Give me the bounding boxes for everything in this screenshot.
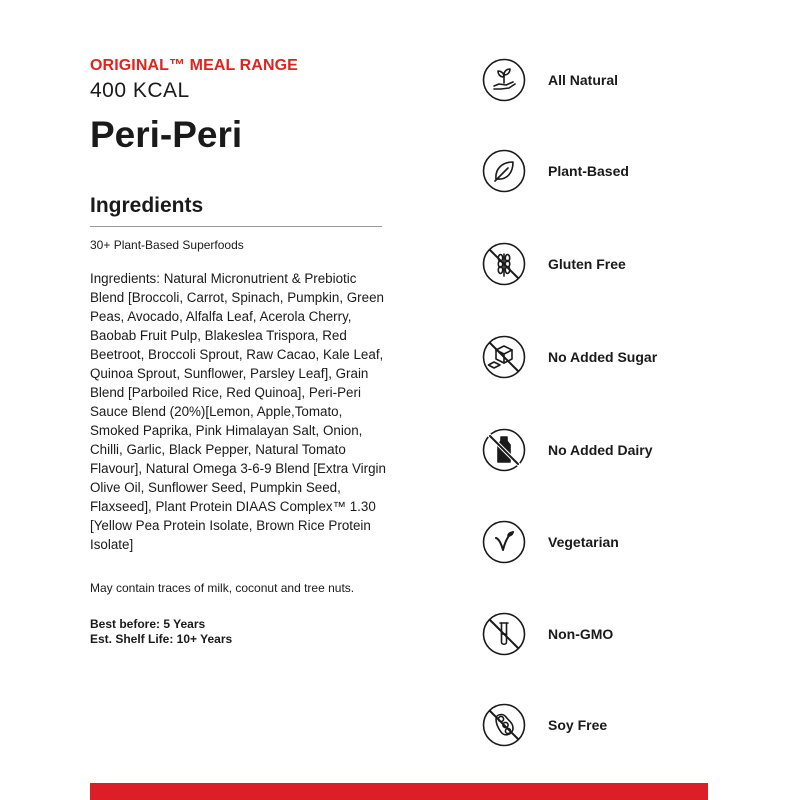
footer-color-bar [90,783,708,800]
feature-vegetarian [480,517,780,567]
ingredients-text: Ingredients: Natural Micronutrient & Prebiotic Blend [Broccoli, Carrot, Spinach, Pumpkin, Green Peas, Avocado, Alfalfa Leaf, Acerola Cherry, Baobab Fruit Pulp, Blakeslea Trispora, Red Beetroot, Broccoli Sprout, Raw Cacao, Kale Leaf, Quinoa Sprout, Sunflower, Parsley Leaf], Grain Blend [Parboiled Rice, Red Quinoa], Peri-Peri Sauce Blend (20%)[Lemon, Apple,Tomato, Smoked Paprika, Pink Himalayan Salt, Onion, Chilli, Garlic, Black Pepper, Natural Tomato Flavour], Natural Omega 3-6-9 Blend [Extra Virgin Olive Oil, Sunflower Seed, Pumpkin Seed, Flaxseed], Plant Protein DIAAS Complex™ 1.30 [Yellow Pea Protein Isolate, Brown Rice Protein Isolate] [90,271,386,552]
feature-label: Vegetarian [548,534,619,550]
feature-non-gmo [480,609,780,659]
hand-plant-icon [482,58,526,102]
ingredients-heading: Ingredients [90,194,382,227]
shelf-life: Est. Shelf Life: 10+ Years [90,632,233,646]
feature-no-added-dairy [480,425,780,475]
wheat-crossed-icon [482,242,526,286]
sugar-cube-crossed-icon [482,335,526,379]
test-tube-crossed-icon [482,612,526,656]
soybean-crossed-icon [482,703,526,747]
feature-plant-based [480,146,780,196]
shelf-info [90,617,390,647]
feature-label: Gluten Free [548,256,626,272]
leaf-icon [482,149,526,193]
feature-label: No Added Dairy [548,442,653,458]
feature-label: Soy Free [548,717,608,733]
feature-label: All Natural [548,72,619,88]
feature-label: Plant-Based [548,163,629,179]
product-title: Peri-Peri [90,114,243,155]
feature-soy-free [480,700,780,750]
superfoods-subheading: 30+ Plant-Based Superfoods [90,238,244,252]
meal-range-label: ORIGINAL™ MEAL RANGE [90,57,298,74]
vegetarian-v-icon [482,520,526,564]
product-info [90,56,390,647]
calorie-count: 400 KCAL [90,79,190,102]
milk-bottle-crossed-icon [482,428,526,472]
feature-label: Non-GMO [548,626,614,642]
feature-gluten-free [480,239,780,289]
allergen-traces: May contain traces of milk, coconut and tree nuts. [90,581,355,595]
feature-label: No Added Sugar [548,349,658,365]
feature-all-natural [480,55,780,105]
feature-no-added-sugar [480,332,780,382]
best-before: Best before: 5 Years [90,617,206,631]
